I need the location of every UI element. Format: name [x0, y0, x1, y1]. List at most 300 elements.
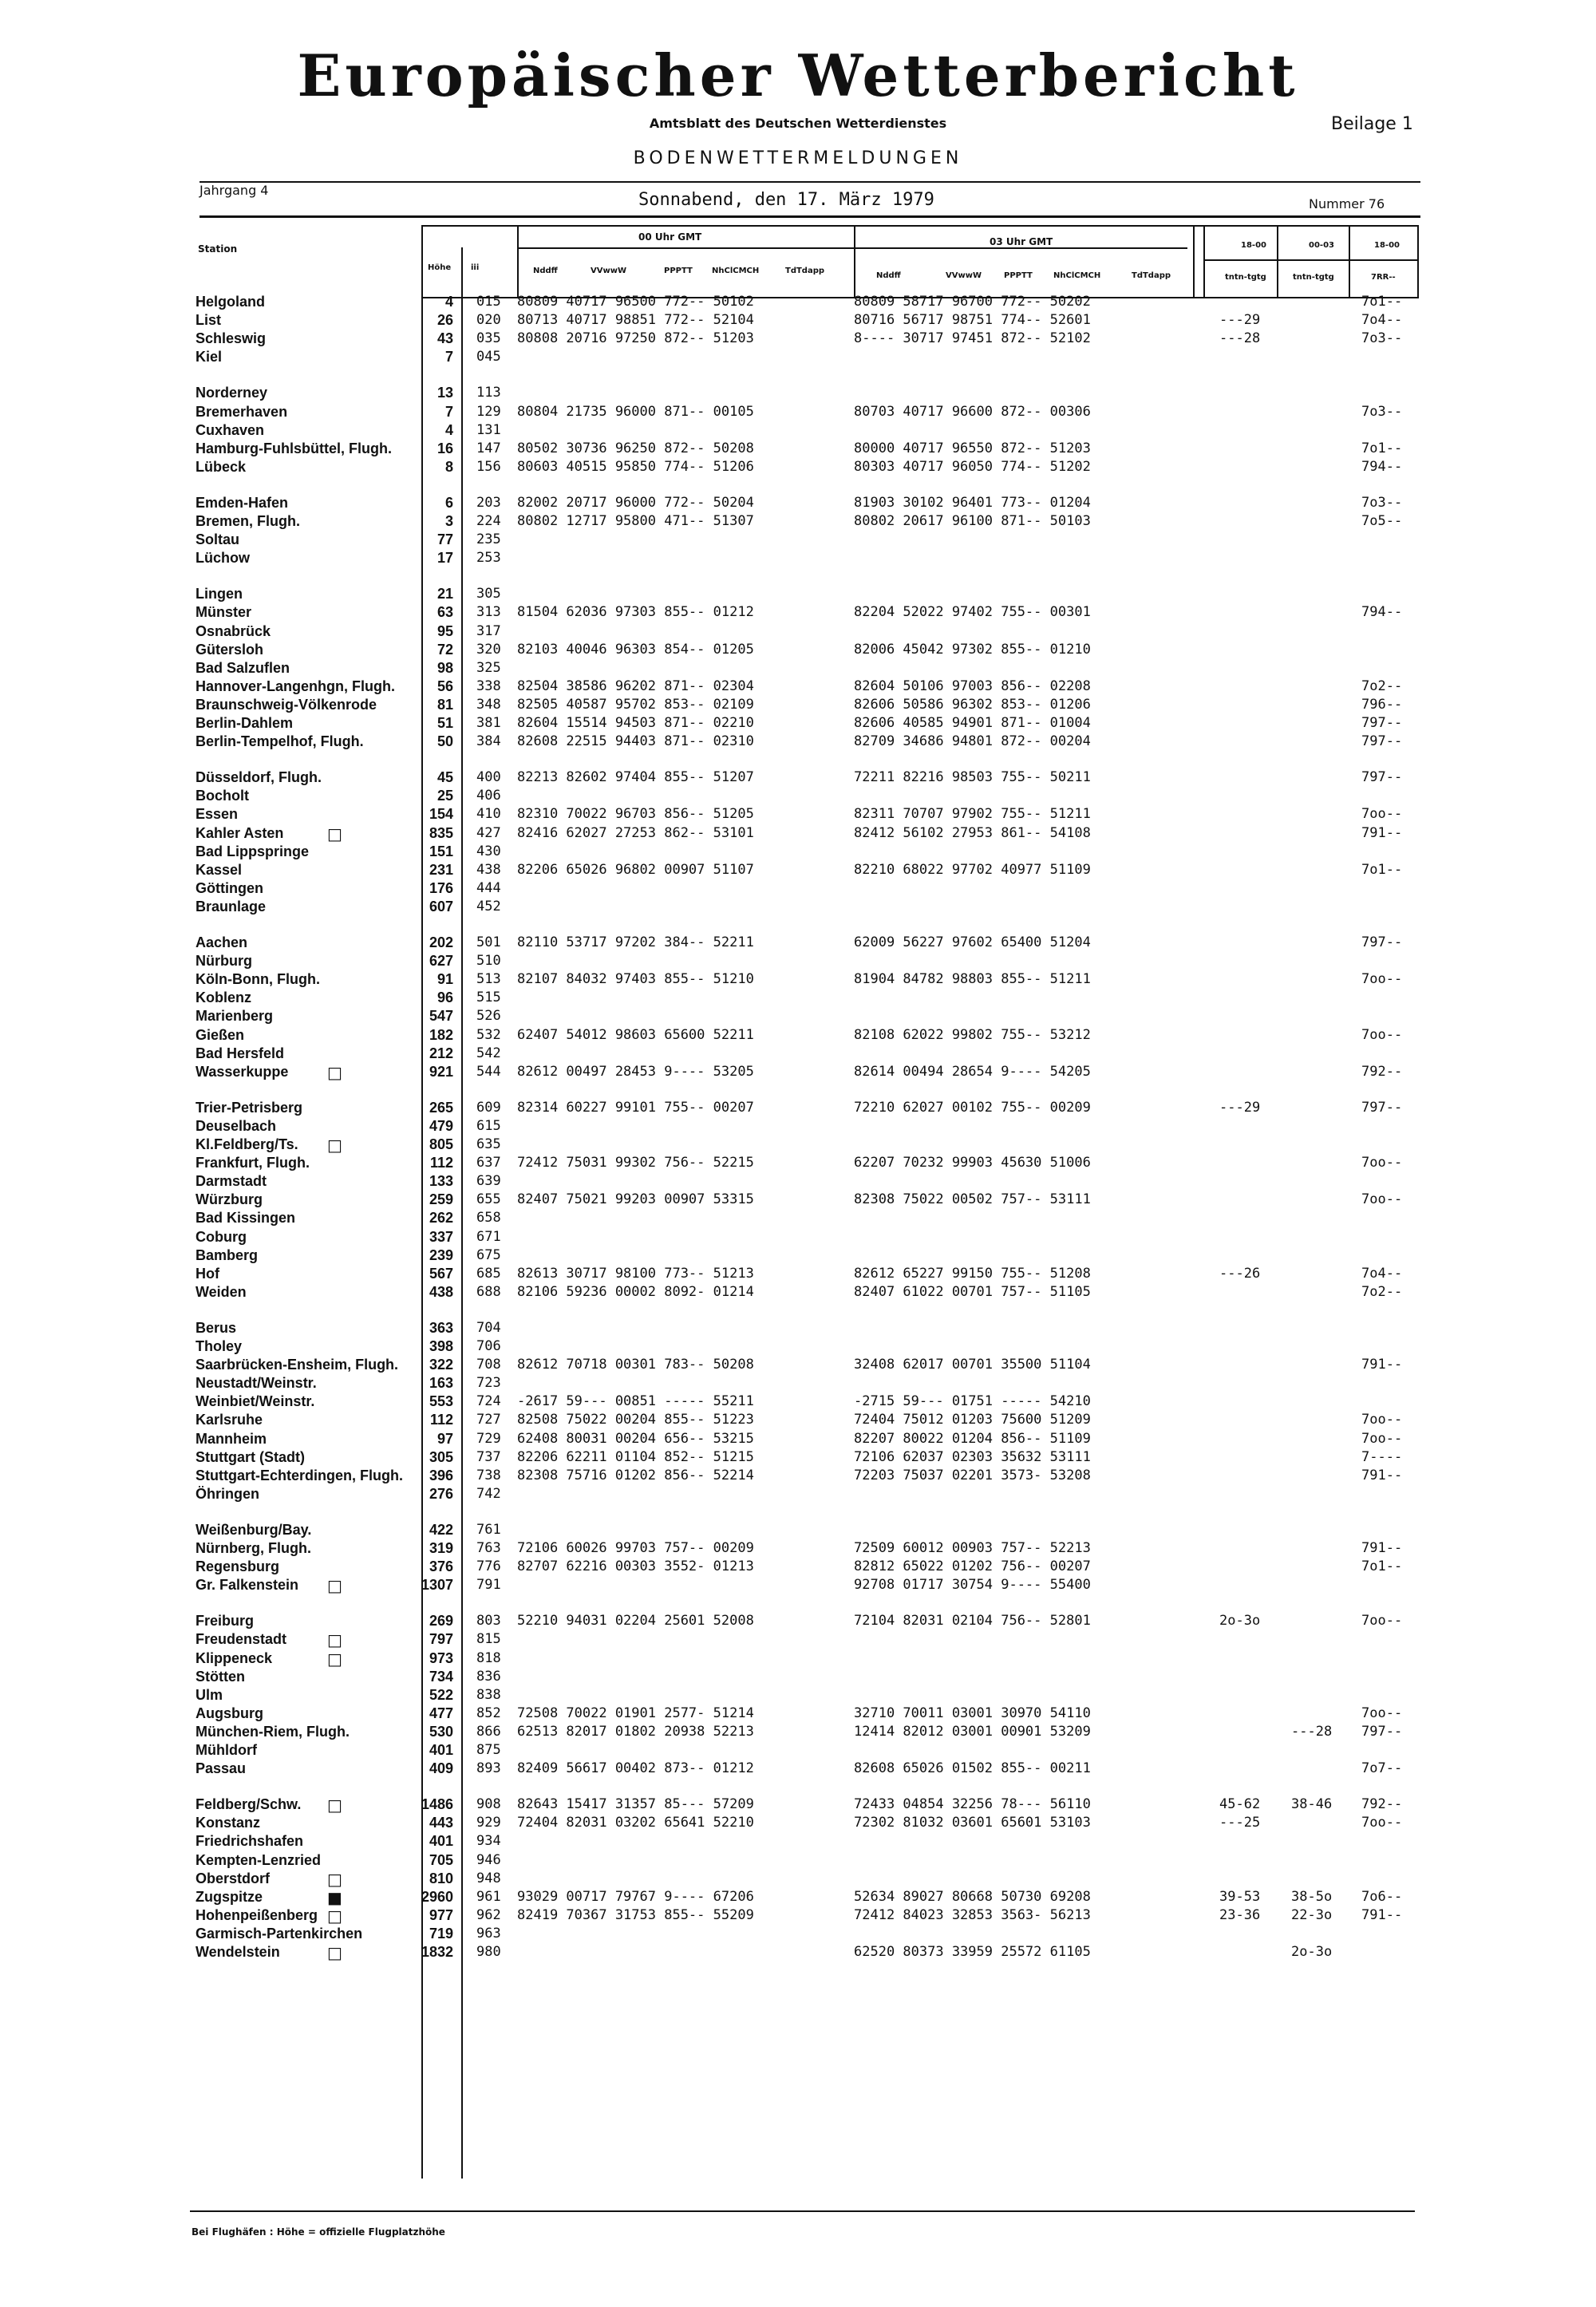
station-index: 815 [476, 1631, 501, 1648]
precip-group: 792-- [1361, 1063, 1403, 1080]
table-row [0, 1852, 1596, 1870]
obs-03-gmt: 80703 40717 96600 872-- 00306 [854, 403, 1091, 420]
obs-00-gmt: 82612 00497 28453 9---- 53205 [517, 1063, 754, 1080]
temp-range-2: 38-46 [1291, 1796, 1333, 1813]
precip-group: 797-- [1361, 1099, 1403, 1116]
station-name: Gütersloh [196, 641, 264, 658]
obs-03-gmt: 82606 50586 96302 853-- 01206 [854, 696, 1091, 713]
station-index: 438 [476, 861, 501, 878]
table-row [0, 550, 1596, 567]
station-index: 427 [476, 824, 501, 841]
station-height: 398 [429, 1338, 453, 1354]
station-name: Weinbiet/Weinstr. [196, 1393, 315, 1410]
table-row [0, 1136, 1596, 1154]
station-name: Cuxhaven [196, 421, 265, 438]
mountain-station-marker: □ [327, 1869, 342, 1889]
precip-group: 794-- [1361, 458, 1403, 475]
station-height: 3 [444, 513, 453, 529]
obs-00-gmt: 80809 40717 96500 772-- 50102 [517, 294, 754, 310]
table-row [0, 1027, 1596, 1045]
station-index: 020 [476, 312, 501, 329]
station-name: Nürnberg, Flugh. [196, 1540, 311, 1556]
precip-group: 791-- [1361, 1540, 1403, 1556]
col-vvwww-00: VVwwW [591, 267, 626, 275]
station-name: Kiel [196, 349, 223, 365]
station-height: 45 [437, 769, 453, 786]
col-ppptt-00: PPPTT [664, 267, 693, 275]
obs-03-gmt: 82614 00494 28654 9---- 54205 [854, 1063, 1091, 1080]
station-name: Freiburg [196, 1613, 255, 1630]
date-label: Sonnabend, den 17. März 1979 [638, 190, 934, 210]
station-index: 723 [476, 1375, 501, 1392]
station-index: 400 [476, 769, 501, 786]
station-index: 706 [476, 1338, 501, 1354]
rule-extra-2 [1349, 225, 1350, 298]
table-row [0, 349, 1596, 366]
station-name: Karlsruhe [196, 1412, 263, 1428]
station-index: 045 [476, 349, 501, 365]
station-name: Braunlage [196, 898, 267, 915]
mountain-station-marker: □ [327, 1649, 342, 1669]
station-height: 835 [429, 824, 453, 841]
station-index: 430 [476, 843, 501, 859]
station-height: 43 [437, 330, 453, 347]
obs-00-gmt: 82504 38586 96202 871-- 02304 [517, 677, 754, 694]
table-row [0, 1064, 1596, 1081]
table-row [0, 1210, 1596, 1227]
obs-03-gmt: 81904 84782 98803 855-- 51211 [854, 971, 1091, 988]
station-height: 479 [429, 1117, 453, 1134]
station-height: 567 [429, 1265, 453, 1282]
obs-00-gmt: 80713 40717 98851 772-- 52104 [517, 312, 754, 329]
col-period-3: 18-00 [1374, 241, 1400, 250]
table-row [0, 1229, 1596, 1246]
temp-range-1: 2o-3o [1219, 1613, 1261, 1630]
obs-00-gmt: 82106 59236 00002 8092- 01214 [517, 1283, 754, 1300]
obs-03-gmt: 82204 52022 97402 755-- 00301 [854, 604, 1091, 621]
station-index: 513 [476, 971, 501, 988]
station-index: 803 [476, 1613, 501, 1630]
station-height: 322 [429, 1357, 453, 1373]
station-name: Stötten [196, 1668, 245, 1685]
mountain-station-marker: □ [327, 1630, 342, 1650]
station-index: 685 [476, 1265, 501, 1282]
station-index: 515 [476, 990, 501, 1006]
temp-range-1: ---26 [1219, 1265, 1261, 1282]
obs-00-gmt: 82110 53717 97202 384-- 52211 [517, 934, 754, 950]
divider-top [200, 181, 1420, 183]
station-height: 26 [437, 312, 453, 329]
temp-range-1: ---25 [1219, 1815, 1261, 1831]
station-height: 401 [429, 1833, 453, 1850]
station-height: 262 [429, 1210, 453, 1227]
station-index: 934 [476, 1833, 501, 1850]
station-height: 112 [429, 1412, 453, 1428]
station-name: Darmstadt [196, 1173, 267, 1190]
station-name: Bremen, Flugh. [196, 513, 301, 529]
obs-03-gmt: 92708 01717 30754 9---- 55400 [854, 1577, 1091, 1594]
station-index: 305 [476, 586, 501, 602]
station-index: 406 [476, 788, 501, 804]
station-height: 553 [429, 1393, 453, 1410]
station-height: 77 [437, 531, 453, 548]
table-row [0, 1796, 1596, 1814]
station-height: 81 [437, 696, 453, 713]
table-row [0, 1815, 1596, 1832]
obs-00-gmt: 82103 40046 96303 854-- 01205 [517, 641, 754, 658]
table-row [0, 1486, 1596, 1503]
table-row [0, 623, 1596, 641]
temp-range-2: 38-5o [1291, 1888, 1333, 1905]
obs-03-gmt: 82207 80022 01204 856-- 51109 [854, 1430, 1091, 1447]
station-height: 438 [429, 1283, 453, 1300]
station-index: 675 [476, 1246, 501, 1263]
station-index: 615 [476, 1117, 501, 1134]
table-row [0, 843, 1596, 861]
precip-group: 7oo-- [1361, 971, 1403, 988]
table-row [0, 971, 1596, 989]
station-index: 131 [476, 421, 501, 438]
table-row [0, 1393, 1596, 1411]
obs-00-gmt: 80603 40515 95850 774-- 51206 [517, 458, 754, 475]
col-hoehe: Höhe [428, 263, 452, 272]
precip-group: 7o4-- [1361, 1265, 1403, 1282]
table-row [0, 953, 1596, 970]
obs-00-gmt: 72508 70022 01901 2577- 51214 [517, 1705, 754, 1721]
station-height: 977 [429, 1906, 453, 1923]
table-row [0, 1540, 1596, 1558]
table-row [0, 733, 1596, 751]
precip-group: 797-- [1361, 1723, 1403, 1740]
temp-range-1: ---29 [1219, 1099, 1261, 1116]
station-name: Passau [196, 1760, 247, 1777]
table-row [0, 1650, 1596, 1668]
obs-00-gmt: 82407 75021 99203 00907 53315 [517, 1191, 754, 1208]
obs-00-gmt: 81504 62036 97303 855-- 01212 [517, 604, 754, 621]
station-name: Trier-Petrisberg [196, 1099, 303, 1116]
precip-group: 7o3-- [1361, 330, 1403, 347]
divider-date [200, 215, 1420, 218]
precip-group: 7oo-- [1361, 1430, 1403, 1447]
obs-00-gmt: 82508 75022 00204 855-- 51223 [517, 1412, 754, 1428]
station-name: Garmisch-Partenkirchen [196, 1925, 363, 1942]
station-height: 202 [429, 934, 453, 950]
precip-group: 7oo-- [1361, 1705, 1403, 1721]
precip-group: 7o4-- [1361, 312, 1403, 329]
station-name: Bad Salzuflen [196, 659, 290, 676]
station-name: Ulm [196, 1686, 223, 1703]
station-height: 705 [429, 1851, 453, 1868]
page-title: Europäischer Wetterbericht [297, 41, 1299, 109]
station-height: 337 [429, 1228, 453, 1245]
station-height: 7 [444, 403, 453, 420]
table-row [0, 899, 1596, 916]
obs-00-gmt: 80802 12717 95800 471-- 51307 [517, 513, 754, 529]
obs-03-gmt: 80802 20617 96100 871-- 50103 [854, 513, 1091, 529]
precip-group: 7o7-- [1361, 1760, 1403, 1777]
mountain-station-marker: □ [327, 1943, 342, 1962]
mountain-station-marker: □ [327, 1906, 342, 1926]
table-row [0, 1412, 1596, 1429]
station-name: Lüchow [196, 550, 250, 567]
station-height: 477 [429, 1705, 453, 1721]
mountain-station-marker: ■ [327, 1887, 342, 1907]
station-index: 980 [476, 1944, 501, 1960]
station-height: 21 [437, 586, 453, 602]
obs-03-gmt: 80000 40717 96550 872-- 51203 [854, 440, 1091, 456]
station-index: 737 [476, 1448, 501, 1465]
col-nhcl-00: NhClCMCH [712, 267, 760, 275]
station-index: 763 [476, 1540, 501, 1556]
station-name: Bad Lippspringe [196, 843, 310, 859]
rule-extra-1 [1277, 225, 1278, 298]
obs-00-gmt: 82613 30717 98100 773-- 51213 [517, 1265, 754, 1282]
table-row [0, 1631, 1596, 1649]
station-height: 154 [429, 806, 453, 823]
precip-group: 791-- [1361, 1906, 1403, 1923]
station-name: Konstanz [196, 1815, 260, 1831]
col-group-03: 03 Uhr GMT [990, 236, 1053, 247]
station-name: Tholey [196, 1338, 243, 1354]
precip-group: 791-- [1361, 824, 1403, 841]
station-name: Soltau [196, 531, 240, 548]
obs-03-gmt: 72412 84023 32853 3563- 56213 [854, 1906, 1091, 1923]
station-height: 16 [437, 440, 453, 456]
precip-group: 797-- [1361, 934, 1403, 950]
station-name: Frankfurt, Flugh. [196, 1155, 310, 1171]
obs-03-gmt: 72404 75012 01203 75600 51209 [854, 1412, 1091, 1428]
station-height: 797 [429, 1631, 453, 1648]
obs-03-gmt: 82407 61022 00701 757-- 51105 [854, 1283, 1091, 1300]
table-row [0, 1558, 1596, 1576]
station-height: 259 [429, 1191, 453, 1208]
station-index: 113 [476, 385, 501, 401]
table-row [0, 1284, 1596, 1302]
station-index: 963 [476, 1925, 501, 1942]
station-index: 320 [476, 641, 501, 658]
footnote: Bei Flughäfen : Höhe = offizielle Flugplatzhöhe [192, 2226, 445, 2238]
temp-range-1: 39-53 [1219, 1888, 1261, 1905]
obs-00-gmt: 82707 62216 00303 3552- 01213 [517, 1558, 754, 1575]
station-name: Klippeneck [196, 1649, 273, 1666]
station-height: 4 [444, 421, 453, 438]
station-index: 035 [476, 330, 501, 347]
station-height: 530 [429, 1723, 453, 1740]
table-row [0, 513, 1596, 531]
obs-03-gmt: 82608 65026 01502 855-- 00211 [854, 1760, 1091, 1777]
obs-03-gmt: 62009 56227 97602 65400 51204 [854, 934, 1091, 950]
table-row [0, 769, 1596, 787]
table-row [0, 934, 1596, 952]
obs-03-gmt: 8---- 30717 97451 872-- 52102 [854, 330, 1091, 347]
table-row [0, 1266, 1596, 1283]
col-tdtd-00: TdTdapp [785, 267, 825, 275]
col-nhcl-03: NhClCMCH [1053, 271, 1101, 280]
station-height: 25 [437, 788, 453, 804]
station-name: Freudenstadt [196, 1631, 287, 1648]
precip-group: 796-- [1361, 696, 1403, 713]
station-index: 203 [476, 494, 501, 511]
table-row [0, 1742, 1596, 1760]
obs-03-gmt: 82006 45042 97302 855-- 01210 [854, 641, 1091, 658]
station-name: Köln-Bonn, Flugh. [196, 971, 320, 988]
station-name: Oberstdorf [196, 1870, 271, 1886]
precip-group: 7oo-- [1361, 1155, 1403, 1171]
col-vvwww-03: VVwwW [946, 271, 982, 280]
table-row [0, 1687, 1596, 1705]
table-row [0, 1889, 1596, 1906]
station-height: 443 [429, 1815, 453, 1831]
station-height: 1307 [421, 1577, 453, 1594]
station-name: Mannheim [196, 1430, 267, 1447]
obs-00-gmt: 82409 56617 00402 873-- 01212 [517, 1760, 754, 1777]
precip-group: 797-- [1361, 733, 1403, 750]
precip-group: 7oo-- [1361, 1613, 1403, 1630]
station-height: 265 [429, 1099, 453, 1116]
station-index: 635 [476, 1136, 501, 1152]
table-row [0, 440, 1596, 458]
obs-00-gmt: 72404 82031 03202 65641 52210 [517, 1815, 754, 1831]
station-name: Coburg [196, 1228, 247, 1245]
table-row [0, 459, 1596, 476]
table-row [0, 788, 1596, 805]
col-station: Station [198, 243, 238, 255]
station-name: Aachen [196, 934, 248, 950]
station-height: 231 [429, 861, 453, 878]
station-index: 946 [476, 1851, 501, 1868]
table-row [0, 1247, 1596, 1265]
table-row [0, 1431, 1596, 1448]
station-name: Wendelstein [196, 1944, 280, 1960]
station-index: 609 [476, 1099, 501, 1116]
station-height: 805 [429, 1136, 453, 1152]
table-row [0, 385, 1596, 402]
table-row [0, 880, 1596, 898]
station-index: 791 [476, 1577, 501, 1594]
obs-03-gmt: 72106 62037 02303 35632 53111 [854, 1448, 1091, 1465]
precip-group: 792-- [1361, 1796, 1403, 1813]
station-name: Hof [196, 1265, 219, 1282]
table-row [0, 678, 1596, 696]
table-row [0, 330, 1596, 348]
table-row [0, 1760, 1596, 1778]
station-name: Kassel [196, 861, 243, 878]
precip-group: 7oo-- [1361, 1026, 1403, 1043]
station-index: 836 [476, 1668, 501, 1685]
obs-00-gmt: 62408 80031 00204 656-- 53215 [517, 1430, 754, 1447]
divider-bottom [190, 2210, 1415, 2212]
table-row [0, 404, 1596, 421]
temp-range-1: 23-36 [1219, 1906, 1261, 1923]
station-name: Schleswig [196, 330, 267, 347]
obs-00-gmt: 82107 84032 97403 855-- 51210 [517, 971, 754, 988]
obs-00-gmt: 82206 62211 01104 852-- 51215 [517, 1448, 754, 1465]
station-name: Braunschweig-Völkenrode [196, 696, 377, 713]
table-row [0, 1468, 1596, 1485]
station-index: 708 [476, 1357, 501, 1373]
mountain-station-marker: □ [327, 824, 342, 843]
table-row [0, 1449, 1596, 1467]
station-index: 313 [476, 604, 501, 621]
table-row [0, 642, 1596, 659]
col-sub-2: tntn-tgtg [1293, 273, 1334, 282]
station-height: 305 [429, 1448, 453, 1465]
issue-number: Nummer 76 [1309, 196, 1385, 211]
station-height: 133 [429, 1173, 453, 1190]
obs-03-gmt: 32710 70011 03001 30970 54110 [854, 1705, 1091, 1721]
precip-group: 7o1-- [1361, 294, 1403, 310]
station-name: Berlin-Tempelhof, Flugh. [196, 733, 364, 750]
obs-03-gmt: 72104 82031 02104 756-- 52801 [854, 1613, 1091, 1630]
precip-group: 7o3-- [1361, 494, 1403, 511]
station-name: Weiden [196, 1283, 247, 1300]
station-name: Neustadt/Weinstr. [196, 1375, 317, 1392]
temp-range-2: 2o-3o [1291, 1944, 1333, 1960]
station-name: Berus [196, 1319, 237, 1336]
precip-group: 7oo-- [1361, 806, 1403, 823]
table-row [0, 1577, 1596, 1594]
obs-03-gmt: 82604 50106 97003 856-- 02208 [854, 677, 1091, 694]
station-index: 452 [476, 898, 501, 915]
table-row [0, 604, 1596, 622]
obs-00-gmt: 82643 15417 31357 85--- 57209 [517, 1796, 754, 1813]
station-name: Zugspitze [196, 1888, 263, 1905]
station-index: 929 [476, 1815, 501, 1831]
obs-03-gmt: 12414 82012 03001 00901 53209 [854, 1723, 1091, 1740]
table-row [0, 1613, 1596, 1630]
station-index: 961 [476, 1888, 501, 1905]
station-height: 17 [437, 550, 453, 567]
table-row [0, 1173, 1596, 1191]
precip-group: 791-- [1361, 1357, 1403, 1373]
obs-00-gmt: 82416 62027 27253 862-- 53101 [517, 824, 754, 841]
station-name: Mühldorf [196, 1742, 257, 1758]
station-name: München-Riem, Flugh. [196, 1723, 350, 1740]
obs-00-gmt: 80808 20716 97250 872-- 51203 [517, 330, 754, 347]
col-nddff-03: Nddff [876, 271, 901, 280]
station-index: 526 [476, 1008, 501, 1025]
station-name: Feldberg/Schw. [196, 1796, 302, 1813]
station-height: 112 [429, 1155, 453, 1171]
station-index: 147 [476, 440, 501, 456]
table-row [0, 531, 1596, 549]
station-index: 510 [476, 953, 501, 970]
precip-group: 7oo-- [1361, 1412, 1403, 1428]
station-height: 56 [437, 677, 453, 694]
obs-00-gmt: 62513 82017 01802 20938 52213 [517, 1723, 754, 1740]
station-name: Gießen [196, 1026, 245, 1043]
temp-range-1: ---29 [1219, 312, 1261, 329]
col-sub-1: tntn-tgtg [1225, 273, 1266, 282]
station-height: 91 [437, 971, 453, 988]
precip-group: 7o2-- [1361, 677, 1403, 694]
obs-03-gmt: 82612 65227 99150 755-- 51208 [854, 1265, 1091, 1282]
temp-range-1: 45-62 [1219, 1796, 1261, 1813]
station-height: 6 [444, 494, 453, 511]
station-index: 637 [476, 1155, 501, 1171]
station-index: 253 [476, 550, 501, 567]
station-name: Hamburg-Fuhlsbüttel, Flugh. [196, 440, 392, 456]
obs-03-gmt: 72433 04854 32256 78--- 56110 [854, 1796, 1091, 1813]
station-height: 182 [429, 1026, 453, 1043]
obs-03-gmt: 82709 34686 94801 872-- 00204 [854, 733, 1091, 750]
station-index: 129 [476, 403, 501, 420]
station-name: Lingen [196, 586, 243, 602]
obs-00-gmt: 72106 60026 99703 757-- 00209 [517, 1540, 754, 1556]
station-height: 151 [429, 843, 453, 859]
table-row [0, 1669, 1596, 1686]
rule-extra-right [1417, 225, 1419, 298]
